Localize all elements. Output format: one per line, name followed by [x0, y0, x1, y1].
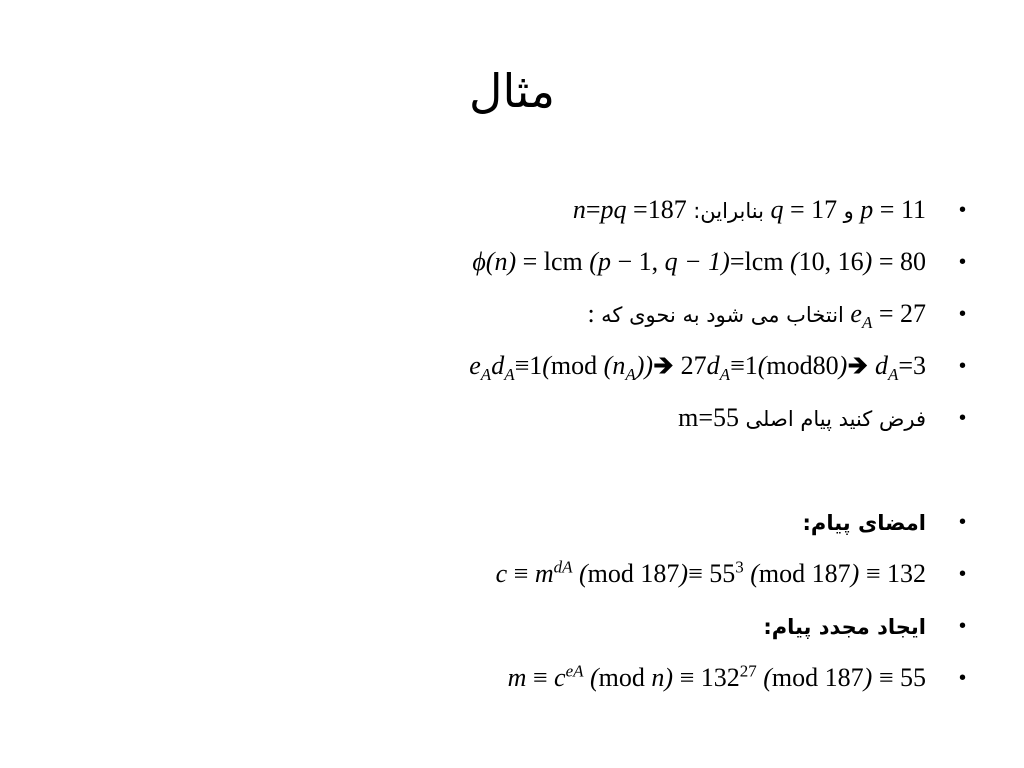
minus-one: − 1,: [610, 247, 665, 276]
slide-title: مثال: [469, 66, 555, 117]
bullet-row-signature: [0, 548, 1024, 600]
bullet-row-message: [0, 392, 1024, 444]
bullet-row-ea: [0, 288, 1024, 340]
bullet-row-recovery: [0, 652, 1024, 704]
var-d: d: [706, 351, 720, 380]
paren: (: [743, 559, 759, 588]
colon: :: [587, 299, 602, 328]
paren: ): [679, 559, 689, 588]
mod-187: mod 187: [758, 559, 851, 588]
right-arrow-icon: 🡺: [653, 351, 675, 380]
congruent-one: ≡1: [514, 351, 543, 380]
var-e: e: [850, 299, 862, 328]
var-n: n: [651, 663, 665, 692]
value-27: 27: [674, 351, 707, 380]
var-c: c: [554, 663, 566, 692]
equals: =: [585, 195, 601, 224]
bullet-marker: •: [958, 667, 966, 689]
paren: )): [635, 351, 654, 380]
bullet-list: [0, 184, 1024, 704]
bullet-marker: •: [958, 407, 966, 429]
subscript-a: A: [719, 365, 731, 385]
phi-n: ϕ(n): [472, 247, 517, 276]
bullet-row-da: [0, 340, 1024, 392]
paren: (: [789, 247, 799, 276]
message-description: فرض کنید پیام اصلی: [745, 407, 926, 431]
var-q: q: [664, 247, 678, 276]
var-c: c: [495, 559, 508, 588]
mod-187: mod 187: [771, 663, 864, 692]
subscript-a: A: [625, 365, 636, 385]
recovery-line: [508, 652, 926, 704]
var-d: d: [868, 351, 888, 380]
exponent-ea: eA: [565, 661, 584, 681]
bullet-marker: •: [958, 511, 966, 533]
sign-heading: [803, 496, 926, 549]
message-value: m=55: [678, 403, 740, 432]
and-text: و: [843, 199, 854, 223]
recover-heading: [763, 600, 926, 653]
paren: (: [756, 663, 772, 692]
bullet-row-recover-heading: [0, 600, 1024, 652]
value-55: ≡ 55: [688, 559, 736, 588]
value-132: ≡ 132: [859, 559, 926, 588]
paren: ): [838, 351, 848, 380]
lcm-label: = lcm: [516, 247, 590, 276]
paren: ): [863, 663, 873, 692]
paren: ): [863, 247, 873, 276]
var-n: n: [612, 351, 626, 380]
var-m: m: [534, 559, 554, 588]
congruent: ≡: [526, 663, 555, 692]
var-p: p: [860, 195, 874, 224]
bullet-marker: •: [958, 615, 966, 637]
lcm-line: [472, 236, 926, 288]
value-17: = 17: [783, 195, 844, 224]
signature-line: [496, 548, 926, 600]
lcm-args: 10, 16: [798, 247, 864, 276]
therefore-text: بنابراین:: [693, 199, 764, 223]
minus-one: − 1): [677, 247, 730, 276]
value-27: = 27: [872, 299, 926, 328]
right-arrow-icon: 🡺: [847, 351, 869, 380]
var-p: (p: [589, 247, 611, 276]
var-n: n: [572, 195, 586, 224]
bullet-marker: •: [958, 355, 966, 377]
primes-line: [573, 184, 926, 237]
value-55: ≡ 55: [872, 663, 926, 692]
subscript-a: A: [480, 365, 492, 385]
spacer: [0, 444, 1024, 496]
sign-heading-text: امضای پیام:: [802, 511, 926, 535]
bullet-row-sign-heading: [0, 496, 1024, 548]
bullet-row-primes: [0, 184, 1024, 236]
var-m: m: [507, 663, 527, 692]
paren: (: [542, 351, 551, 380]
var-q: q: [770, 195, 784, 224]
congruent: ≡: [507, 559, 535, 588]
value-11: = 11: [873, 195, 926, 224]
value-187: =187: [626, 195, 694, 224]
value-3: =3: [898, 351, 926, 380]
mod80-label: mod80: [766, 351, 839, 380]
paren: (: [583, 663, 599, 692]
ea-line: [587, 288, 926, 341]
subscript-a: A: [887, 365, 899, 385]
paren: ): [850, 559, 860, 588]
recover-heading-text: ایجاد مجدد پیام:: [763, 615, 926, 639]
bullet-marker: •: [958, 251, 966, 273]
mod-187: mod 187: [587, 559, 680, 588]
paren: ): [664, 663, 674, 692]
value-80: = 80: [872, 247, 926, 276]
bullet-row-lcm: [0, 236, 1024, 288]
exponent-27: 27: [739, 661, 757, 681]
mod-label: mod: [550, 351, 604, 380]
ea-description: انتخاب می شود به نحوی که: [601, 303, 844, 327]
paren: (: [603, 351, 613, 380]
bullet-marker: •: [958, 563, 966, 585]
bullet-marker: •: [958, 303, 966, 325]
subscript-a: A: [861, 313, 873, 333]
congruent-one: ≡1: [730, 351, 758, 380]
value-132: ≡ 132: [673, 663, 740, 692]
var-e: e: [469, 351, 481, 380]
exponent-da: dA: [553, 557, 573, 577]
bullet-marker: •: [958, 199, 966, 221]
paren: (: [572, 559, 588, 588]
var-d: d: [491, 351, 505, 380]
subscript-a: A: [504, 365, 515, 385]
var-pq: pq: [600, 195, 627, 224]
mod-label: mod: [598, 663, 652, 692]
paren: (: [757, 351, 767, 380]
da-line: [469, 340, 926, 392]
lcm-label-2: =lcm: [729, 247, 790, 276]
exponent-3: 3: [735, 557, 744, 577]
message-line: [678, 392, 926, 445]
